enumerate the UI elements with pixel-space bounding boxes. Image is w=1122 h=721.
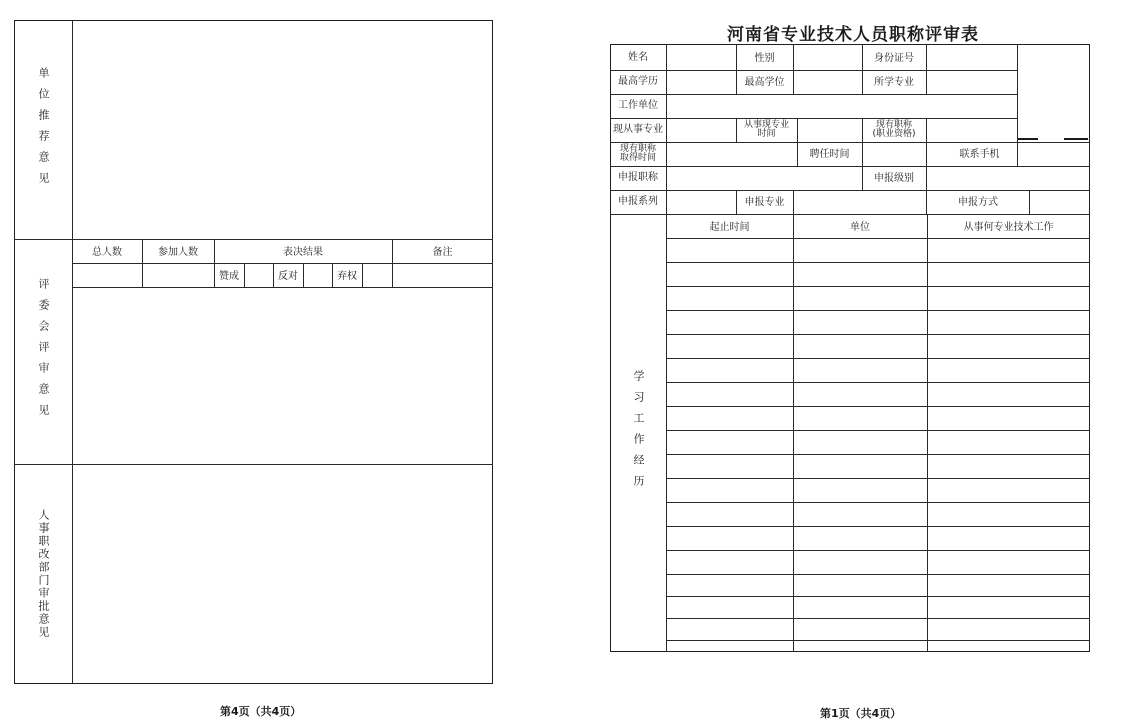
history-row-line <box>666 640 1090 641</box>
label-field-time-line2: 时间 <box>757 129 776 140</box>
label-id-number: 身份证号 <box>874 53 914 64</box>
hist-col-divider-2 <box>927 214 928 652</box>
left-page-footer: 第4页（共4页） <box>220 705 302 718</box>
row-line-7 <box>610 214 1090 215</box>
r1-v2 <box>793 44 794 94</box>
right-page-footer: 第1页（共4页） <box>820 707 902 720</box>
hist-col-divider-1 <box>793 214 794 652</box>
label-appoint-time: 聘任时间 <box>809 149 850 160</box>
history-row-line <box>666 454 1090 455</box>
section1-label-text: 单位推荐意见 <box>37 66 50 193</box>
vote-sub-abstain: 弃权 <box>337 271 357 282</box>
section2-label-text: 评委会评审意见 <box>37 278 50 425</box>
vote-header-result: 表决结果 <box>283 247 323 258</box>
hist-header-unit: 单位 <box>850 222 870 233</box>
label-title-time <box>610 145 666 164</box>
r7-v4 <box>1029 190 1030 214</box>
history-row-line <box>666 286 1090 287</box>
history-row-line <box>666 358 1090 359</box>
label-apply-title: 申报职称 <box>618 172 658 183</box>
row-line-3 <box>610 118 1018 119</box>
history-row-line <box>666 262 1090 263</box>
history-row-line <box>666 334 1090 335</box>
label-current-field: 现从事专业 <box>613 124 663 135</box>
vote-header-total: 总人数 <box>92 247 122 258</box>
history-row-line <box>666 502 1090 503</box>
vote-sub-oppose: 反对 <box>278 271 298 282</box>
hist-header-period: 起止时间 <box>709 222 750 233</box>
label-current-title-line1: 现有职称 <box>875 120 912 130</box>
label-apply-method: 申报方式 <box>958 197 998 208</box>
history-row-line <box>666 478 1090 479</box>
history-row-line <box>666 310 1090 311</box>
r4-v4 <box>926 118 927 142</box>
history-row-line <box>666 618 1090 619</box>
label-degree: 最高学位 <box>744 77 785 88</box>
r7-v2 <box>793 190 794 214</box>
r4-v2 <box>797 118 798 142</box>
right-label-divider <box>666 44 667 652</box>
label-current-title <box>862 121 926 140</box>
history-row-line <box>666 406 1090 407</box>
history-row-line <box>666 550 1090 551</box>
history-row-line <box>666 238 1090 239</box>
history-row-line <box>666 574 1090 575</box>
row-line-6 <box>610 190 1090 191</box>
label-apply-level: 申报级别 <box>874 173 914 184</box>
history-row-line <box>666 526 1090 527</box>
label-current-title-line2: (职业资格) <box>872 129 916 140</box>
r5-v2 <box>862 142 863 166</box>
label-apply-series: 申报系列 <box>618 196 658 207</box>
vote-header-attend: 参加人数 <box>158 247 198 258</box>
r6-v2 <box>926 166 927 190</box>
history-row-line <box>666 596 1090 597</box>
row-line-4 <box>610 142 1090 143</box>
label-field-time <box>736 121 797 140</box>
row-line-5 <box>610 166 1090 167</box>
section-label-history <box>610 214 666 652</box>
label-gender: 性别 <box>754 53 775 64</box>
r1-v4 <box>926 44 927 94</box>
photo-corner-left <box>1018 138 1038 140</box>
label-employer: 工作单位 <box>618 100 658 111</box>
vote-header-remark: 备注 <box>432 247 453 258</box>
history-row-line <box>666 382 1090 383</box>
label-title-time-line2: 取得时间 <box>619 153 656 164</box>
label-name: 姓名 <box>628 52 648 63</box>
label-major: 所学专业 <box>874 77 914 88</box>
row-line-2 <box>610 94 1018 95</box>
history-row-line <box>666 430 1090 431</box>
label-field-time-line1: 从事现专业 <box>743 120 789 130</box>
hist-header-work: 从事何专业技术工作 <box>963 222 1054 233</box>
label-apply-major: 申报专业 <box>744 197 785 208</box>
row-line-1 <box>610 70 1018 71</box>
photo-placeholder <box>1018 45 1088 140</box>
r7-v3 <box>926 190 927 214</box>
history-label-text: 学习工作经历 <box>632 370 645 496</box>
label-education: 最高学历 <box>618 76 658 87</box>
vote-sub-approve: 赞成 <box>219 271 239 282</box>
label-title-time-line1: 现有职称 <box>619 144 656 154</box>
section3-label-text: 人事职改部门审批意见 <box>37 509 50 639</box>
label-phone: 联系手机 <box>959 149 1000 160</box>
form-title: 河南省专业技术人员职称评审表 <box>727 25 979 45</box>
photo-corner-right <box>1064 138 1088 140</box>
r5-v3 <box>926 142 927 166</box>
